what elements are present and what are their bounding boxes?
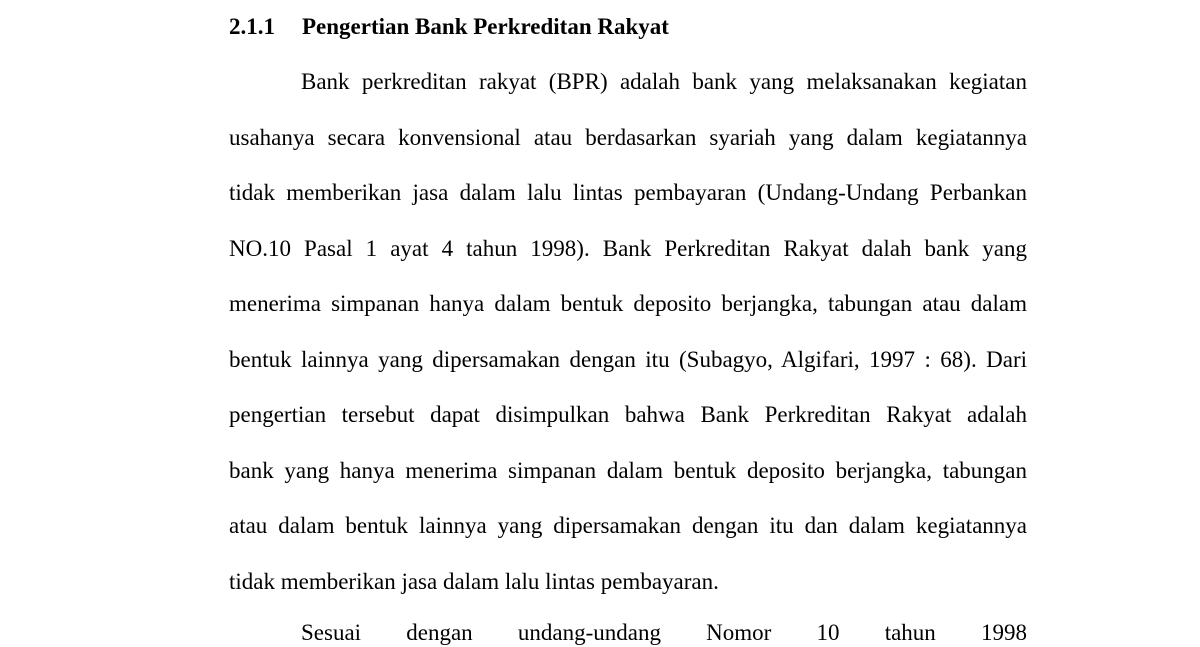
paragraph-line: atau dalam bentuk lainnya yang dipersamakan dengan itu dan dalam kegiatannya [229, 513, 1027, 538]
paragraph-line: bentuk lainnya yang dipersamakan dengan itu (Subagyo, Algifari, 1997 : 68). Dari [229, 347, 1027, 372]
next-paragraph-line: Sesuai dengan undang-undang Nomor 10 tahun 1998 [301, 620, 1027, 645]
paragraph-line: Bank perkreditan rakyat (BPR) adalah bank yang melaksanakan kegiatan [301, 69, 1027, 94]
paragraph-line: NO.10 Pasal 1 ayat 4 tahun 1998). Bank Perkreditan Rakyat dalah bank yang [229, 236, 1027, 261]
section-heading [229, 13, 669, 41]
paragraph-line: bank yang hanya menerima simpanan dalam bentuk deposito berjangka, tabungan [229, 458, 1027, 483]
paragraph-line: tidak memberikan jasa dalam lalu lintas pembayaran (Undang-Undang Perbankan [229, 180, 1027, 205]
paragraph-line: menerima simpanan hanya dalam bentuk deposito berjangka, tabungan atau dalam [229, 291, 1027, 316]
paragraph-line: tidak memberikan jasa dalam lalu lintas pembayaran. [229, 569, 719, 594]
paragraph-line: usahanya secara konvensional atau berdasarkan syariah yang dalam kegiatannya [229, 125, 1027, 150]
section-title: Pengertian Bank Perkreditan Rakyat [302, 14, 669, 39]
paragraph-line: pengertian tersebut dapat disimpulkan bahwa Bank Perkreditan Rakyat adalah [229, 402, 1027, 427]
section-number: 2.1.1 [229, 14, 275, 39]
